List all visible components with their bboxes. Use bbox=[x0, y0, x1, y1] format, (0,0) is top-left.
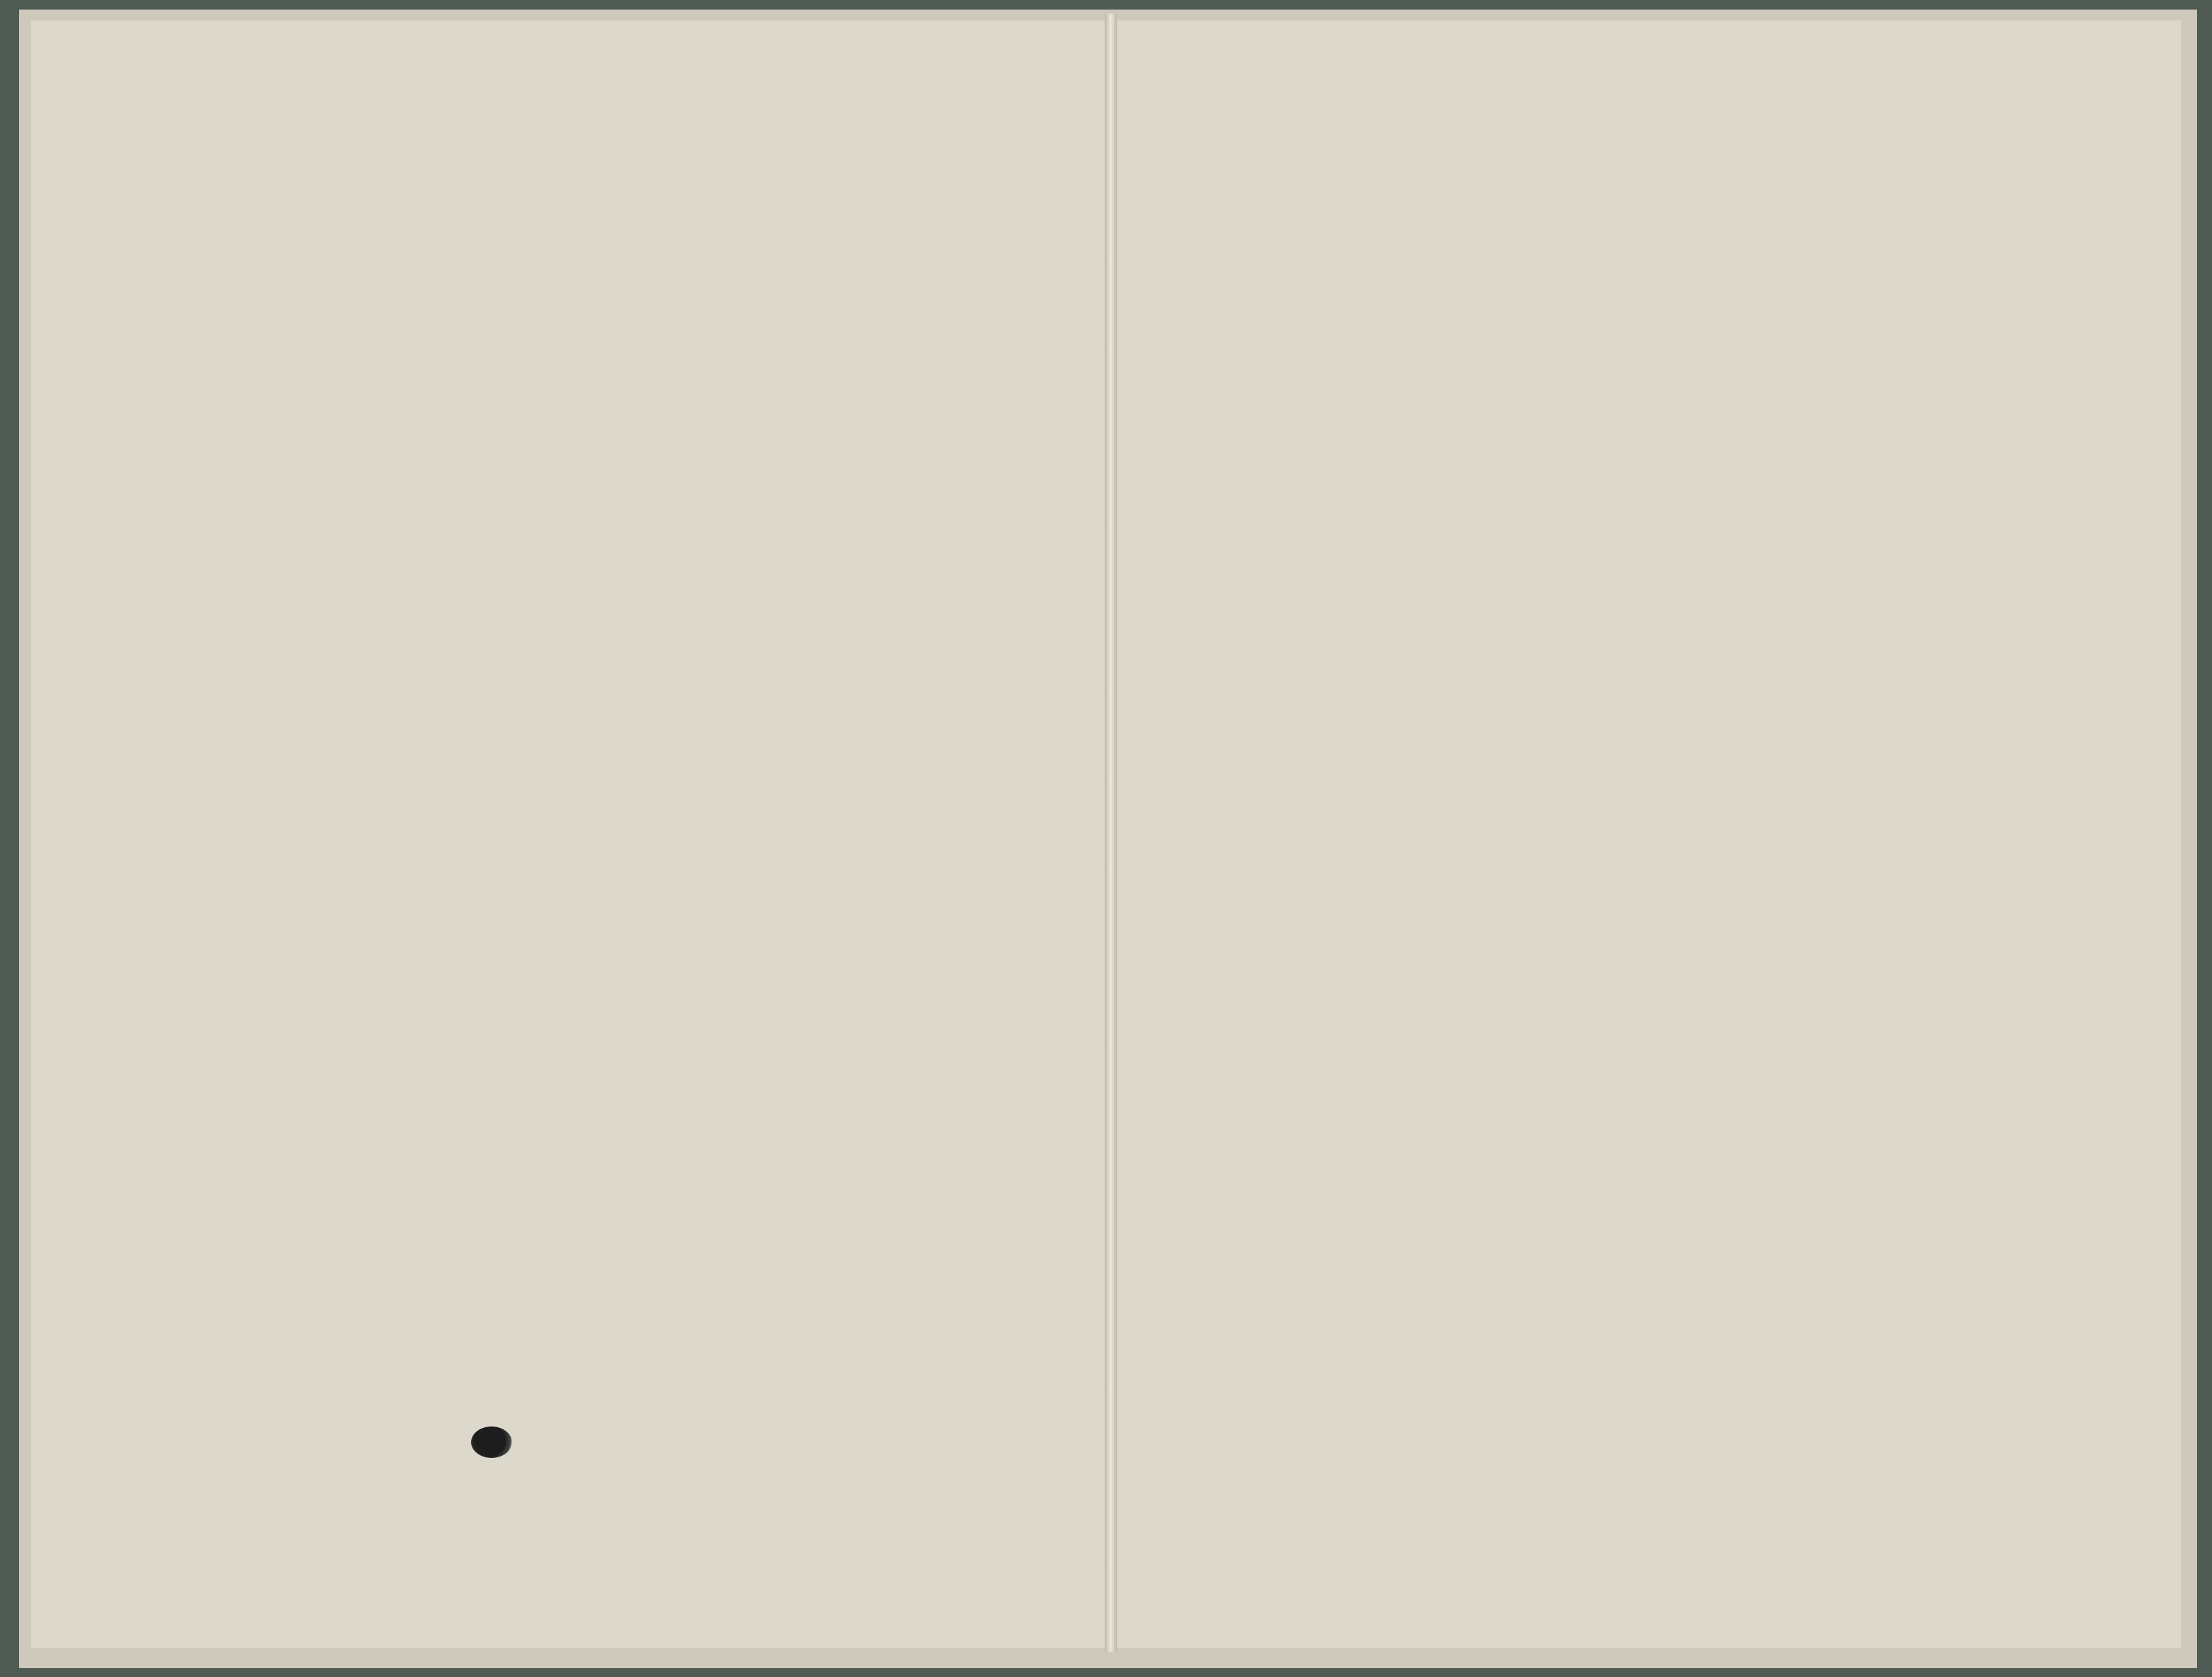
ink-blot bbox=[471, 1427, 512, 1458]
